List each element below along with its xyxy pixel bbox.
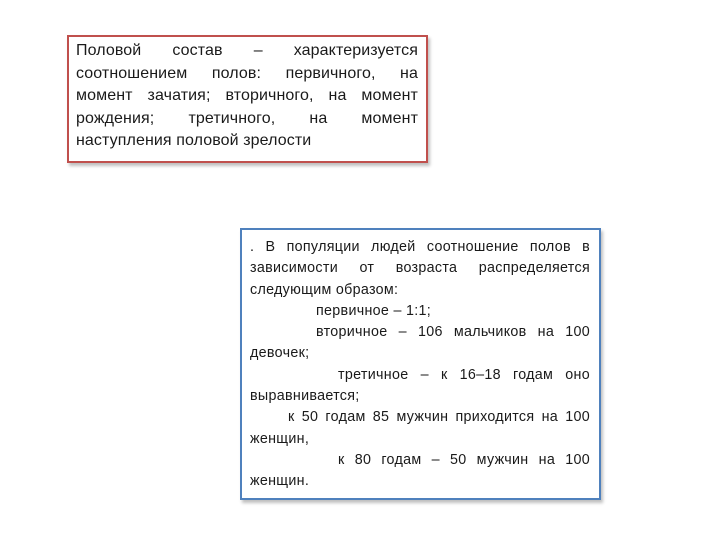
intro-paragraph: . В популяции людей соотношение полов в зависимости от возраста распределяется следующим образом: [250, 239, 590, 298]
age-50-ratio-line: к 50 годам 85 мужчин приходится на 100 женщин, [250, 409, 590, 447]
definition-text: – характеризуется соотношением полов: первичного, на момент зачатия; вторичного, на момент рождения; третичного, на момент наступления половой зрелости [76, 42, 419, 149]
tertiary-ratio-line: третичное – к 16–18 годам оно выравнивается; [250, 366, 590, 405]
definition-term: Половой состав [76, 42, 223, 59]
definition-textbox [67, 35, 428, 163]
secondary-ratio-line: вторичное – 106 мальчиков на 100 девочек; [250, 324, 590, 362]
primary-ratio-line: первичное – 1:1; [316, 302, 432, 319]
population-ratio-textbox [240, 228, 601, 500]
definition-paragraph [76, 40, 418, 153]
age-80-ratio-line: к 80 годам – 50 мужчин на 100 женщин. [250, 451, 590, 490]
